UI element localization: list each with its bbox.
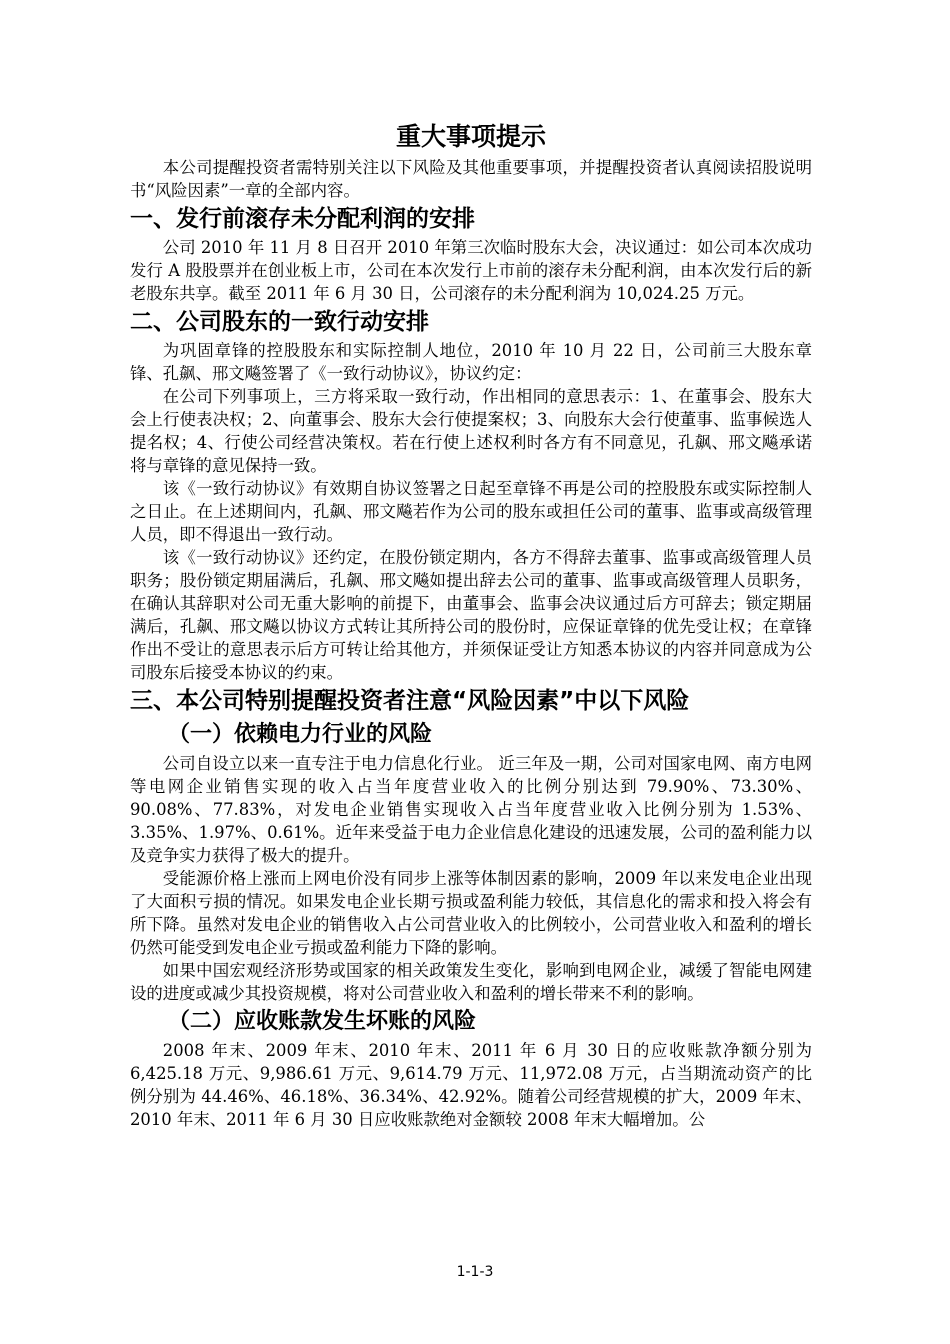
paragraph: 公司 2010 年 11 月 8 日召开 2010 年第三次临时股东大会，决议通过：如公司本次成功发行 A 股股票并在创业板上市，公司在本次发行上市前的滚存未分配利润，由本次发行后的新老股东共享。截至 2011 年 6 月 30 日，公司滚存的未分配利润为 10,024.25 万元。 xyxy=(130,238,812,303)
section-heading-3: 三、本公司特别提醒投资者注意“风险因素”中以下风险 xyxy=(130,688,690,714)
subsection-heading-1: （一）依赖电力行业的风险 xyxy=(168,722,433,747)
paragraph: 该《一致行动协议》还约定，在股份锁定期内，各方不得辞去董事、监事或高级管理人员职务；股份锁定期届满后，孔飙、邢文飚如提出辞去公司的董事、监事或高级管理人员职务，在确认其辞职对公司无重大影响的前提下，由董事会、监事会决议通过后方可辞去；锁定期届满后，孔飙、邢文飚以协议方式转让其所持公司的股份时，应保证章锋的优先受让权；在章锋作出不受让的意思表示后方可转让给其他方，并须保证受让方知悉本协议的内容并同意成为公司股东后接受本协议的约束。 xyxy=(130,548,812,682)
subsection-heading-2: （二）应收账款发生坏账的风险 xyxy=(168,1009,477,1034)
page-number: 1-1-3 xyxy=(456,1264,494,1280)
section-heading-2: 二、公司股东的一致行动安排 xyxy=(130,309,429,335)
paragraph: 该《一致行动协议》有效期自协议签署之日起至章锋不再是公司的控股股东或实际控制人之日止。在上述期间内，孔飙、邢文飚若作为公司的股东或担任公司的董事、监事或高级管理人员，即不得退出一致行动。 xyxy=(130,479,812,544)
paragraph: 在公司下列事项上，三方将采取一致行动，作出相同的意思表示：1、在董事会、股东大会上行使表决权；2、向董事会、股东大会行使提案权；3、向股东大会行使董事、监事候选人提名权；4、行使公司经营决策权。若在行使上述权利时各方有不同意见，孔飙、邢文飚承诺将与章锋的意见保持一致。 xyxy=(130,387,812,475)
page-title: 重大事项提示 xyxy=(395,122,546,151)
paragraph: 如果中国宏观经济形势或国家的相关政策发生变化，影响到电网企业，减缓了智能电网建设的进度或减少其投资规模，将对公司营业收入和盈利的增长带来不利的影响。 xyxy=(130,961,812,1003)
intro-paragraph: 本公司提醒投资者需特别关注以下风险及其他重要事项，并提醒投资者认真阅读招股说明书“风险因素”一章的全部内容。 xyxy=(130,158,812,200)
paragraph: 为巩固章锋的控股股东和实际控制人地位，2010 年 10 月 22 日，公司前三大股东章锋、孔飙、邢文飚签署了《一致行动协议》，协议约定： xyxy=(130,341,812,383)
paragraph: 受能源价格上涨而上网电价没有同步上涨等体制因素的影响，2009 年以来发电企业出现了大面积亏损的情况。如果发电企业长期亏损或盈利能力较低，其信息化的需求和投入将会有所下降。虽然对发电企业的销售收入占公司营业收入的比例较小，公司营业收入和盈利的增长仍然可能受到发电企业亏损或盈利能力下降的影响。 xyxy=(130,869,812,957)
paragraph: 公司自设立以来一直专注于电力信息化行业。 近三年及一期，公司对国家电网、南方电网等电网企业销售实现的收入占当年度营业收入的比例分别达到 79.90%、73.30%、90.08%、77.83%，对发电企业销售实现收入占当年度营业收入比例分别为 1.53%、3.35%、1.97%、0.61%。近年来受益于电力企业信息化建设的迅速发展，公司的盈利能力以及竞争实力获得了极大的提升。 xyxy=(130,754,812,865)
page-content xyxy=(130,118,812,1131)
section-heading-1: 一、发行前滚存未分配利润的安排 xyxy=(130,206,475,232)
paragraph: 2008 年末、2009 年末、2010 年末、2011 年 6 月 30 日的应收账款净额分别为 6,425.18 万元、9,986.61 万元、9,614.79 万元、11,972.08 万元，占当期流动资产的比例分别为 44.46%、46.18%、36.34%、42.92%。随着公司经营规模的扩大，2009 年末、2010 年末、2011 年 6 月 30 日应收账款绝对金额较 2008 年末大幅增加。公 xyxy=(130,1041,812,1129)
